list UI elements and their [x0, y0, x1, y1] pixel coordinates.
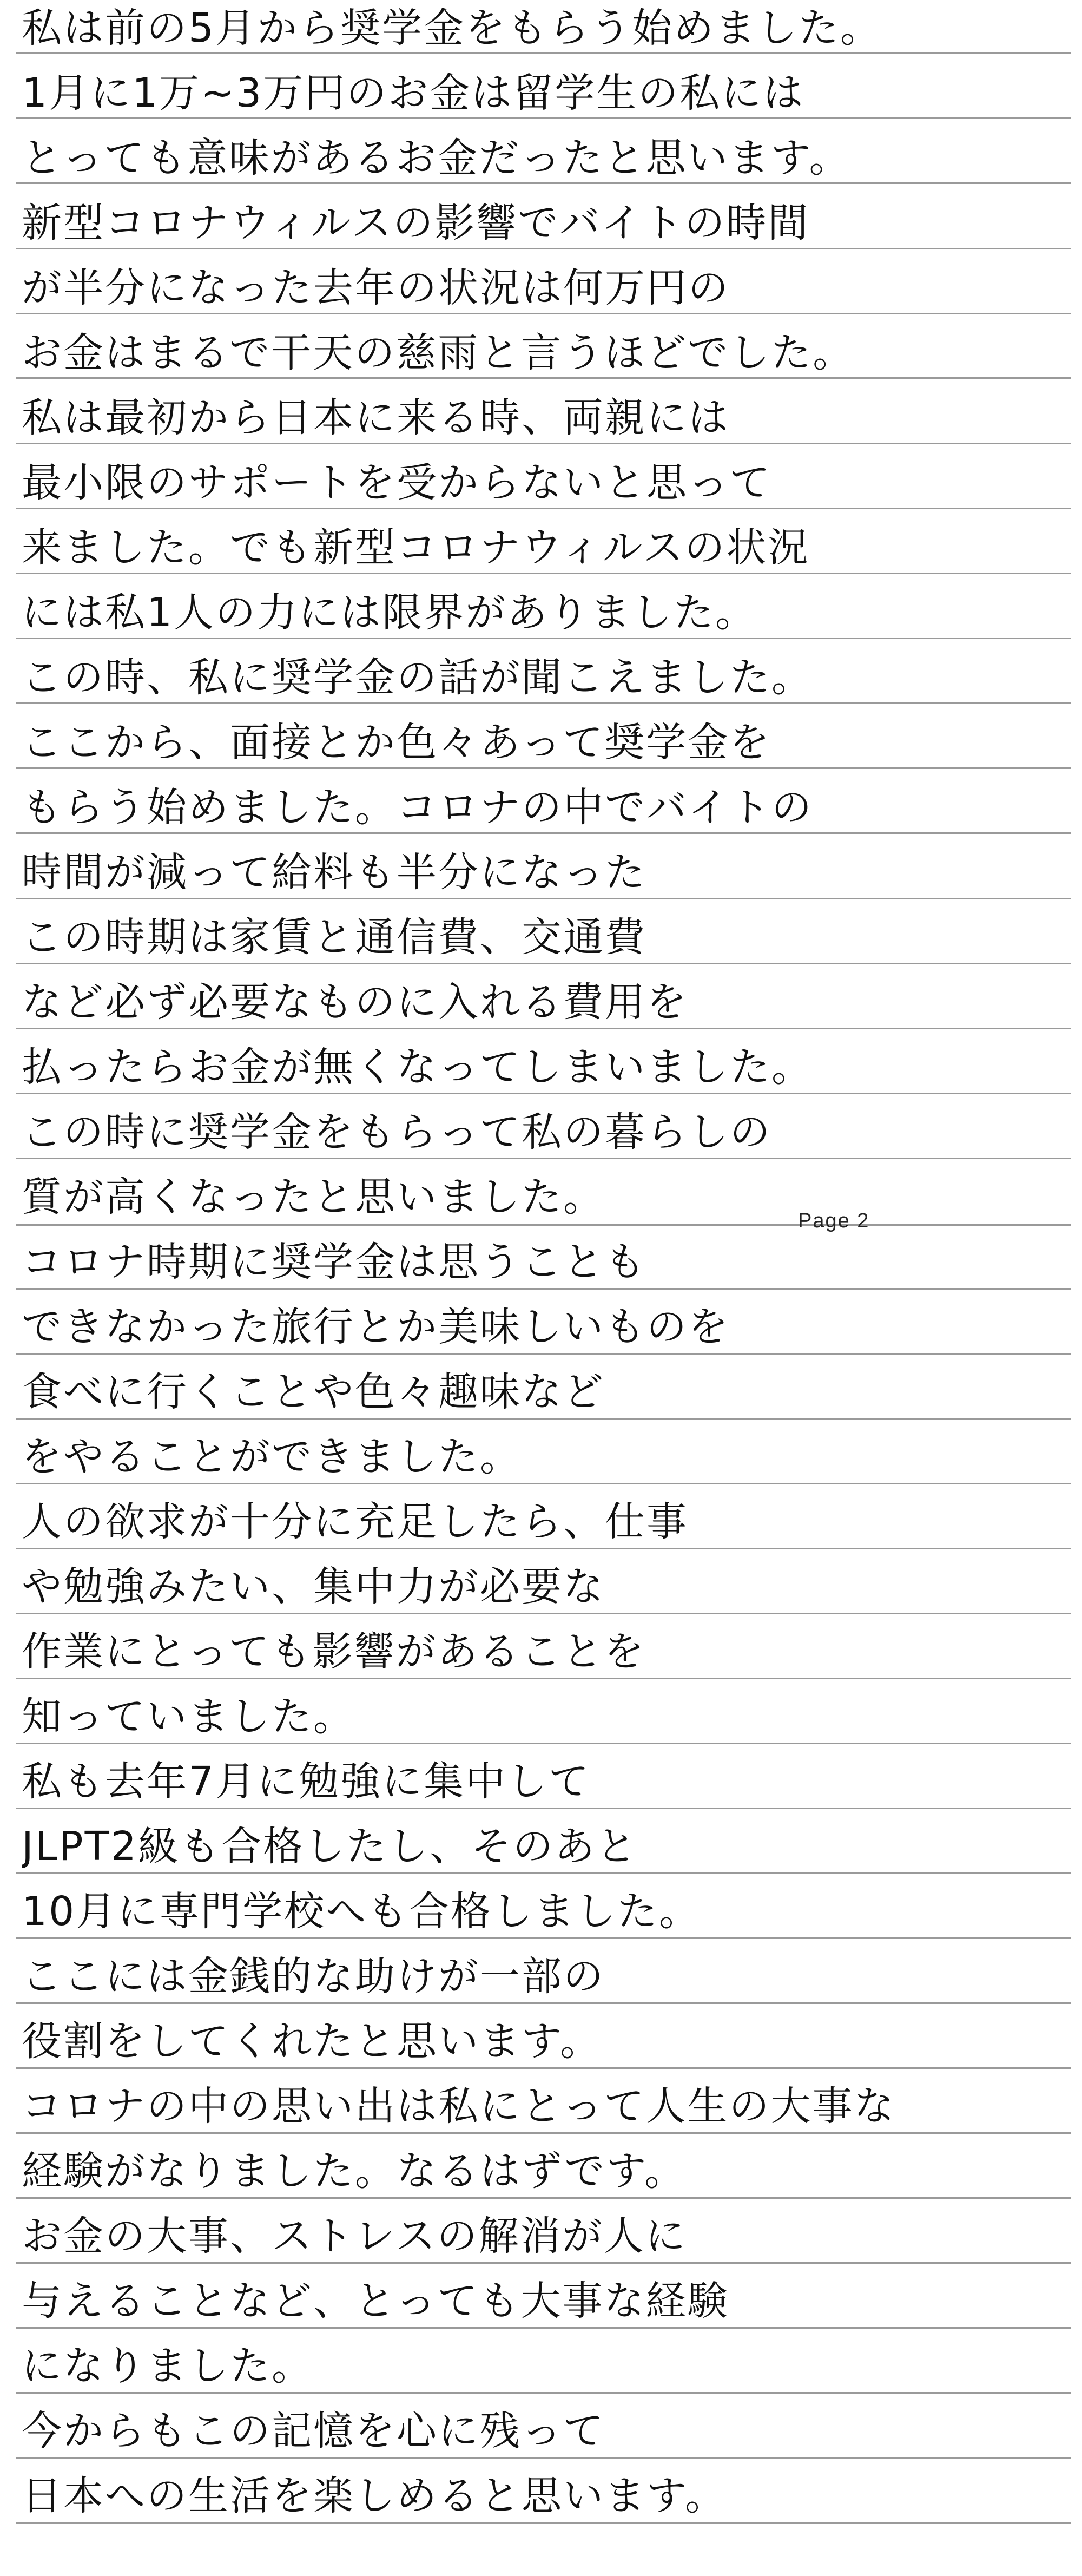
ruled-line — [16, 767, 1071, 769]
essay-line: をやることができました。 — [22, 1435, 522, 1478]
essay-line: 知っていました。 — [22, 1695, 355, 1738]
ruled-line — [16, 1028, 1071, 1029]
essay-line: には私1人の力には限界がありました。 — [22, 591, 757, 634]
essay-line: 払ったらお金が無くなってしまいました。 — [22, 1046, 813, 1089]
ruled-line — [16, 1872, 1071, 1874]
ruled-line — [16, 52, 1071, 54]
essay-line: 私も去年7月に勉強に集中して — [22, 1760, 591, 1803]
ruled-line — [16, 248, 1071, 249]
essay-line: 1月に1万~3万円のお金は留学生の私には — [22, 71, 805, 115]
ruled-line — [16, 2457, 1071, 2459]
ruled-line — [16, 573, 1071, 574]
essay-line: 作業にとっても影響があることを — [22, 1630, 646, 1673]
ruled-line — [16, 1418, 1071, 1420]
essay-line: 私は前の5月から奨学金をもらう始めました。 — [22, 6, 882, 50]
essay-line: など必ず必要なものに入れる費用を — [22, 981, 688, 1024]
essay-line: 最小限のサポートを受からないと思って — [22, 461, 771, 504]
ruled-line — [16, 313, 1071, 314]
essay-line: コロナの中の思い出は私にとって人生の大事な — [22, 2085, 896, 2128]
ruled-line — [16, 1224, 1071, 1226]
ruled-line — [16, 2522, 1071, 2524]
ruled-line — [16, 2197, 1071, 2199]
ruled-line — [16, 1353, 1071, 1355]
ruled-line — [16, 832, 1071, 834]
essay-line: 時間が減って給料も半分になった — [22, 851, 646, 894]
essay-line: 今からもこの記憶を心に残って — [22, 2409, 605, 2453]
essay-line: 質が高くなったと思いました。 — [22, 1175, 605, 1219]
essay-line: 日本への生活を楽しめると思います。 — [22, 2474, 727, 2518]
essay-line: お金はまるで干天の慈雨と言うほどでした。 — [22, 331, 855, 374]
ruled-line — [16, 1093, 1071, 1094]
ruled-line — [16, 963, 1071, 964]
essay-line: や勉強みたい、集中力が必要な — [22, 1565, 605, 1608]
ruled-line — [16, 2392, 1071, 2394]
ruled-line — [16, 1743, 1071, 1744]
essay-line: コロナ時期に奨学金は思うことも — [22, 1240, 646, 1284]
essay-line: この時期は家賃と通信費、交通費 — [22, 916, 646, 959]
ruled-line — [16, 2002, 1071, 2004]
essay-line: になりました。 — [22, 2344, 313, 2388]
ruled-line — [16, 377, 1071, 379]
essay-line: 新型コロナウィルスの影響でバイトの時間 — [22, 201, 810, 245]
ruled-line — [16, 182, 1071, 184]
ruled-line — [16, 2327, 1071, 2329]
ruled-line — [16, 1483, 1071, 1484]
essay-line: できなかった旅行とか美味しいものを — [22, 1305, 730, 1349]
essay-line: 食べに行くことや色々趣味など — [22, 1370, 605, 1414]
essay-line: が半分になった去年の状況は何万円の — [22, 266, 730, 310]
ruled-line — [16, 508, 1071, 509]
ruled-line — [16, 1678, 1071, 1679]
essay-line: 10月に専門学校へも合格しました。 — [22, 1890, 701, 1933]
essay-line: もらう始めました。コロナの中でバイトの — [22, 786, 813, 829]
ruled-line — [16, 117, 1071, 119]
ruled-line — [16, 638, 1071, 639]
page-number-label: Page 2 — [798, 1210, 870, 1232]
essay-line: お金の大事、ストレスの解消が人に — [22, 2214, 687, 2258]
ruled-line — [16, 1158, 1071, 1159]
essay-line: 来ました。でも新型コロナウィルスの状況 — [22, 526, 810, 569]
ruled-line — [16, 1613, 1071, 1614]
ruled-line — [16, 2262, 1071, 2264]
essay-line: この時、私に奨学金の話が聞こえました。 — [22, 656, 813, 699]
essay-line: 私は最初から日本に来る時、両親には — [22, 396, 730, 439]
essay-line: ここから、面接とか色々あって奨学金を — [22, 721, 771, 764]
ruled-line — [16, 443, 1071, 444]
ruled-line — [16, 2132, 1071, 2134]
essay-line: ここには金銭的な助けが一部の — [22, 1955, 605, 1998]
essay-line: 与えることなど、とっても大事な経験 — [22, 2279, 729, 2323]
ruled-line — [16, 898, 1071, 899]
essay-line: とっても意味があるお金だったと思います。 — [22, 136, 851, 180]
ruled-line — [16, 702, 1071, 704]
ruled-line — [16, 1937, 1071, 1939]
ruled-line — [16, 1288, 1071, 1290]
essay-line: 役割をしてくれたと思います。 — [22, 2020, 602, 2063]
essay-line: この時に奨学金をもらって私の暮らしの — [22, 1110, 771, 1154]
ruled-line — [16, 2067, 1071, 2069]
essay-line: JLPT2級も合格したし、そのあと — [22, 1825, 638, 1868]
essay-line: 人の欲求が十分に充足したら、仕事 — [22, 1500, 688, 1543]
ruled-line — [16, 1548, 1071, 1549]
essay-line: 経験がなりました。なるはずです。 — [22, 2150, 687, 2193]
ruled-line — [16, 1808, 1071, 1809]
